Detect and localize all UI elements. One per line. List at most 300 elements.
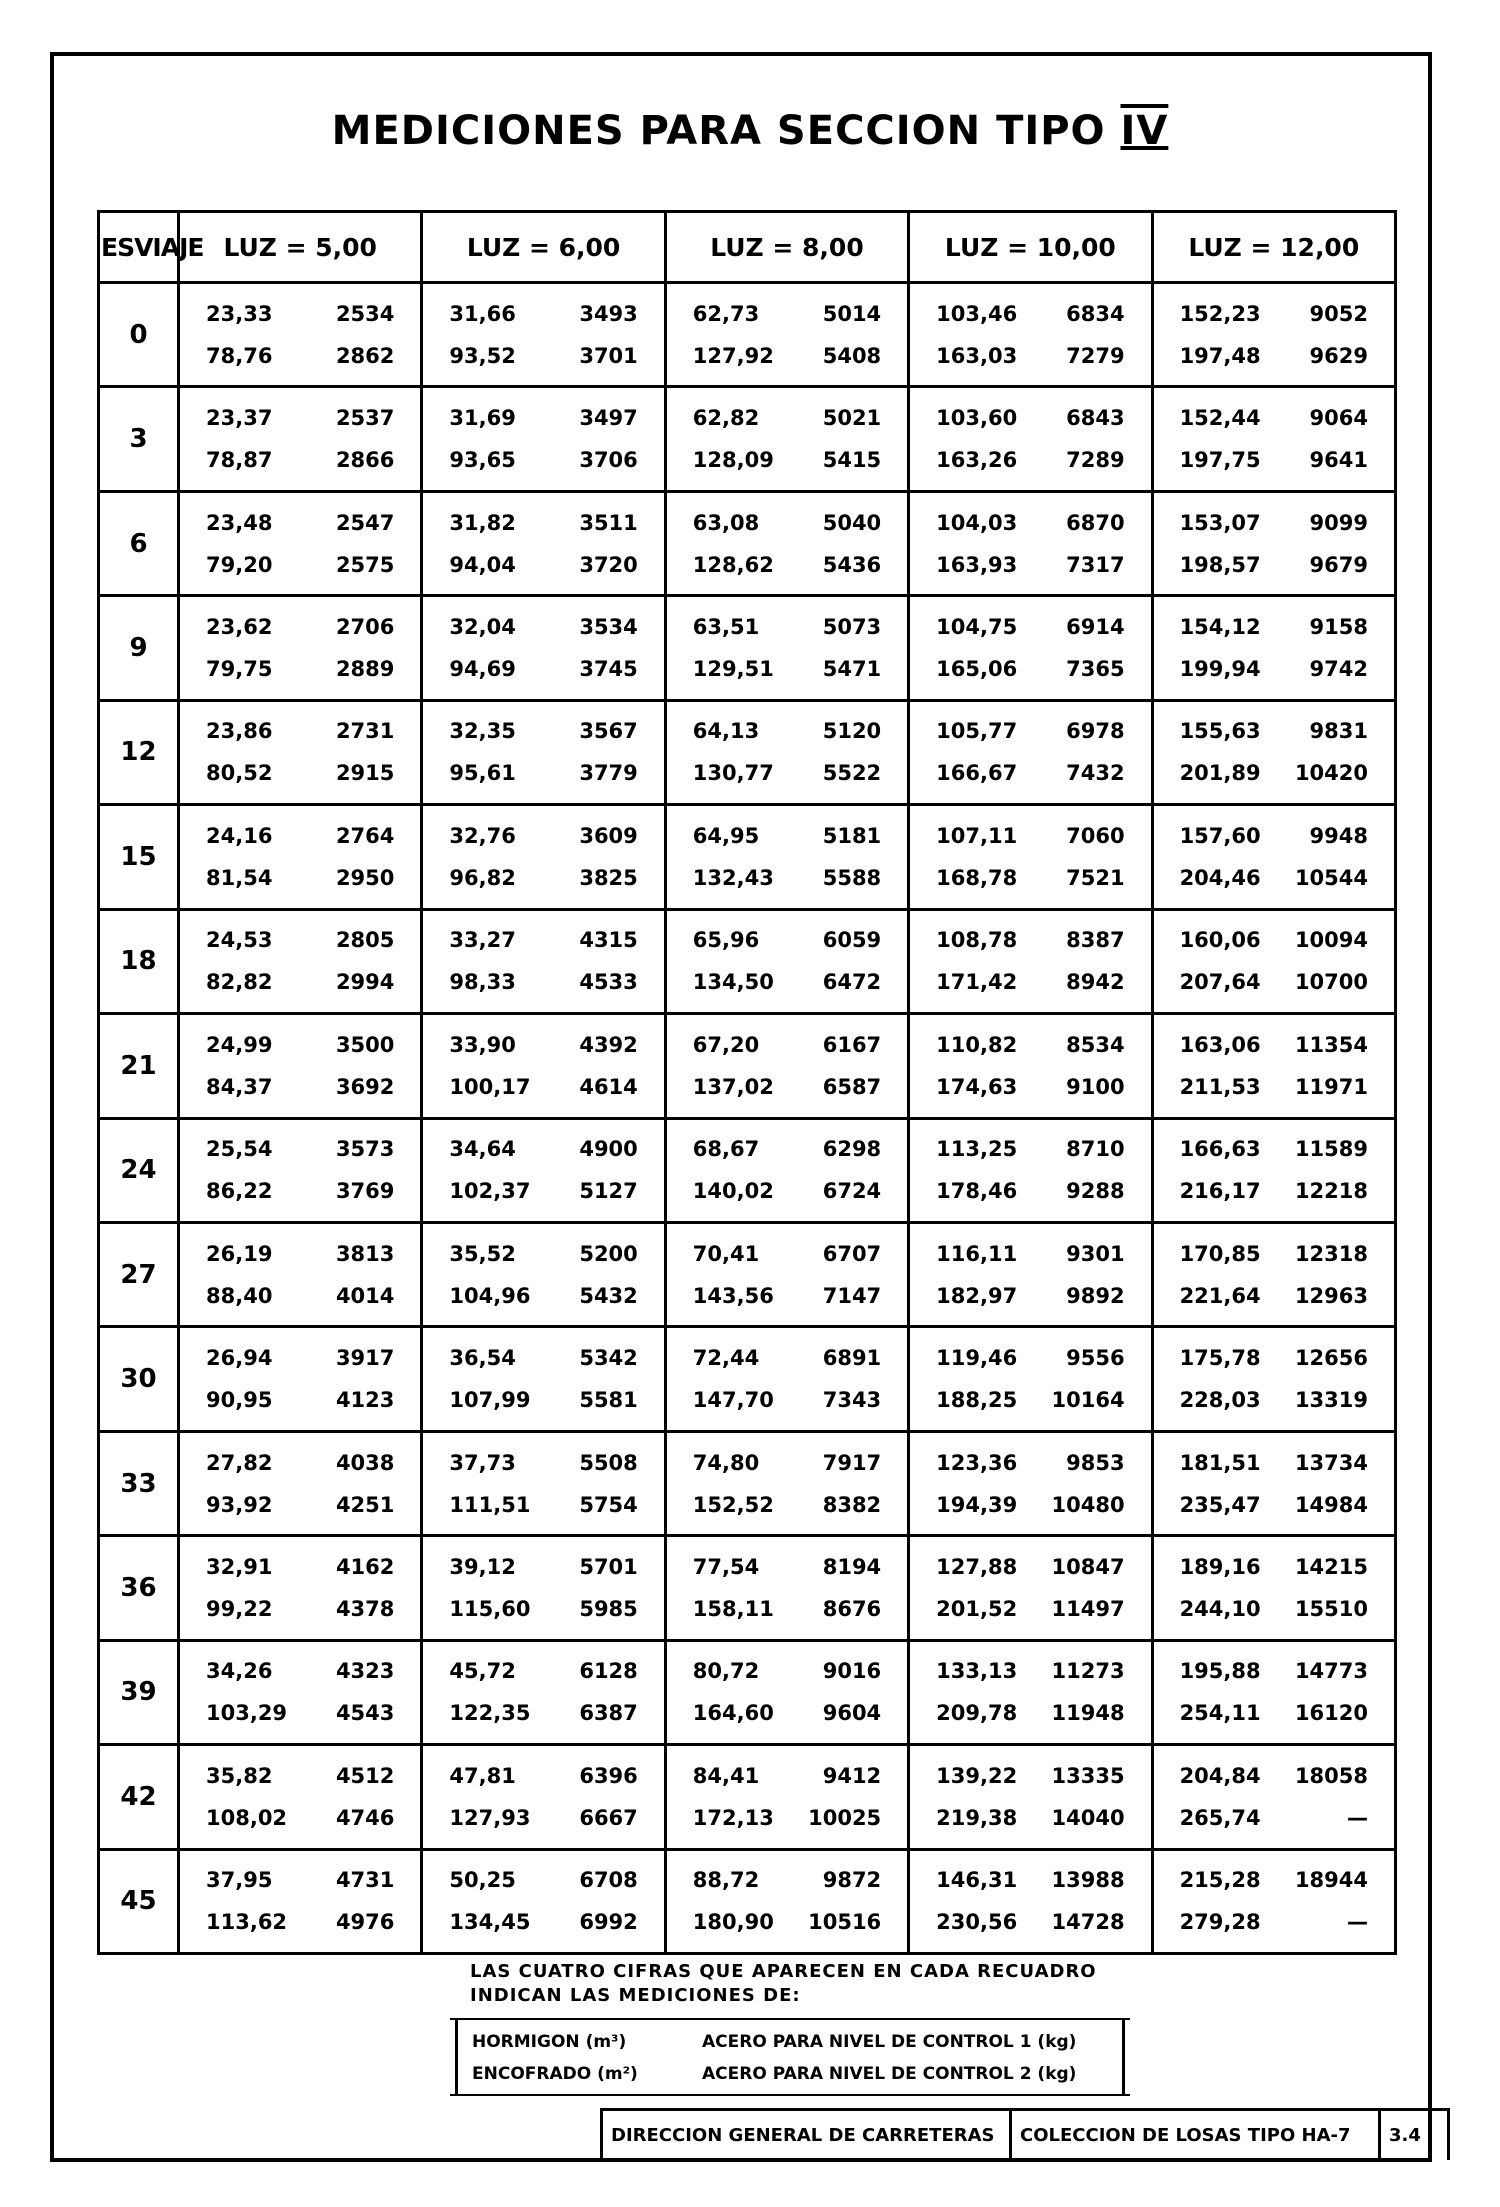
cell-value-steel: — <box>1347 1805 1368 1830</box>
cell-value-volume-area: 160,06 <box>1179 928 1261 953</box>
skew-angle: 15 <box>99 805 179 909</box>
cell-value-steel: 9604 <box>822 1701 882 1726</box>
cell-value-steel: 9556 <box>1066 1346 1125 1371</box>
cell-value-volume-area: 188,25 <box>936 1388 1018 1413</box>
cell-line-formwork-steel2 <box>667 335 907 377</box>
measurement-cell <box>665 1849 908 1953</box>
cell-line-concrete-steel1 <box>423 397 663 439</box>
title-block <box>600 2108 1450 2160</box>
cell-line-concrete-steel1 <box>1154 1337 1394 1379</box>
cell-value-steel: 9948 <box>1309 823 1368 848</box>
cell-line-formwork-steel2 <box>180 1901 420 1943</box>
measurement-cell <box>422 596 665 700</box>
cell-value-volume-area: 134,50 <box>692 970 774 995</box>
cell-line-concrete-steel1 <box>910 1650 1150 1692</box>
cell-line-concrete-steel1 <box>667 397 907 439</box>
cell-value-volume-area: 163,26 <box>936 448 1018 473</box>
cell-value-volume-area: 199,94 <box>1179 657 1261 682</box>
cell-line-concrete-steel1 <box>667 502 907 544</box>
table-row <box>99 491 1396 595</box>
cell-line-formwork-steel2 <box>667 1901 907 1943</box>
cell-line-formwork-steel2 <box>910 1379 1150 1421</box>
cell-value-volume-area: 181,51 <box>1179 1450 1261 1475</box>
cell-value-steel: 5342 <box>579 1346 638 1371</box>
measurement-cell <box>422 1849 665 1953</box>
cell-value-steel: 7343 <box>822 1388 882 1413</box>
skew-angle: 45 <box>99 1849 179 1953</box>
cell-value-steel: 14984 <box>1294 1492 1368 1517</box>
cell-line-formwork-steel2 <box>180 1275 420 1317</box>
column-header-luz: LUZ = 12,00 <box>1152 212 1395 283</box>
measurement-cell <box>665 1222 908 1326</box>
cell-value-volume-area: 158,11 <box>692 1596 774 1621</box>
cell-line-formwork-steel2 <box>423 1901 663 1943</box>
cell-value-volume-area: 215,28 <box>1179 1868 1261 1893</box>
cell-value-volume-area: 32,91 <box>206 1554 273 1579</box>
column-header-luz: LUZ = 5,00 <box>179 212 422 283</box>
measurement-cell <box>179 1222 422 1326</box>
cell-line-formwork-steel2 <box>910 648 1150 690</box>
cell-value-steel: 6843 <box>1066 406 1125 431</box>
cell-line-concrete-steel1 <box>180 606 420 648</box>
measurement-cell <box>179 1327 422 1431</box>
cell-value-volume-area: 116,11 <box>936 1241 1018 1266</box>
cell-line-formwork-steel2 <box>180 648 420 690</box>
measurement-cell <box>909 700 1152 804</box>
cell-line-formwork-steel2 <box>910 1066 1150 1108</box>
cell-value-volume-area: 82,82 <box>206 970 273 995</box>
cell-line-concrete-steel1 <box>910 919 1150 961</box>
cell-line-formwork-steel2 <box>423 1484 663 1526</box>
cell-value-steel: 9052 <box>1309 301 1368 326</box>
cell-value-steel: 4251 <box>335 1492 395 1517</box>
skew-angle: 42 <box>99 1745 179 1849</box>
measurement-cell <box>665 1118 908 1222</box>
cell-value-volume-area: 194,39 <box>936 1492 1018 1517</box>
cell-value-steel: 9629 <box>1309 343 1368 368</box>
cell-line-formwork-steel2 <box>667 648 907 690</box>
cell-value-volume-area: 78,76 <box>206 343 273 368</box>
cell-value-steel: 2547 <box>335 510 395 535</box>
cell-value-steel: 3573 <box>335 1137 395 1162</box>
cell-line-concrete-steel1 <box>667 1024 907 1066</box>
measurement-cell <box>1152 1745 1395 1849</box>
cell-value-steel: 5588 <box>822 865 882 890</box>
cell-value-steel: 16120 <box>1294 1701 1368 1726</box>
cell-line-concrete-steel1 <box>423 1337 663 1379</box>
skew-angle: 0 <box>99 283 179 387</box>
cell-value-volume-area: 24,16 <box>206 823 273 848</box>
cell-line-formwork-steel2 <box>667 1275 907 1317</box>
cell-line-concrete-steel1 <box>180 1546 420 1588</box>
table-row <box>99 805 1396 909</box>
cell-value-steel: 6978 <box>1066 719 1125 744</box>
cell-value-steel: 9892 <box>1066 1283 1125 1308</box>
measurement-cell <box>422 1118 665 1222</box>
skew-angle: 6 <box>99 491 179 595</box>
cell-line-concrete-steel1 <box>910 1442 1150 1484</box>
cell-line-concrete-steel1 <box>1154 397 1394 439</box>
measurement-cell <box>909 1222 1152 1326</box>
cell-value-steel: 5436 <box>822 552 882 577</box>
cell-value-steel: 6891 <box>822 1346 882 1371</box>
cell-value-volume-area: 35,52 <box>449 1241 516 1266</box>
cell-value-volume-area: 93,52 <box>449 343 516 368</box>
cell-value-volume-area: 50,25 <box>449 1868 516 1893</box>
cell-value-volume-area: 37,95 <box>206 1868 273 1893</box>
cell-value-steel: 4014 <box>335 1283 395 1308</box>
cell-value-volume-area: 168,78 <box>936 865 1018 890</box>
cell-value-steel: 3813 <box>335 1241 395 1266</box>
cell-line-formwork-steel2 <box>910 1588 1150 1630</box>
cell-value-steel: 4614 <box>579 1074 638 1099</box>
cell-value-volume-area: 139,22 <box>936 1763 1018 1788</box>
measurement-cell <box>179 1640 422 1744</box>
measurement-cell <box>179 491 422 595</box>
cell-line-formwork-steel2 <box>667 857 907 899</box>
cell-line-concrete-steel1 <box>910 1024 1150 1066</box>
cell-value-volume-area: 104,03 <box>936 510 1018 535</box>
cell-line-concrete-steel1 <box>1154 815 1394 857</box>
cell-line-formwork-steel2 <box>1154 1066 1394 1108</box>
cell-line-formwork-steel2 <box>423 1066 663 1108</box>
measurement-cell <box>422 700 665 804</box>
cell-value-steel: 12963 <box>1294 1283 1368 1308</box>
cell-line-concrete-steel1 <box>180 1024 420 1066</box>
cell-value-steel: 2575 <box>335 552 395 577</box>
page-title <box>0 108 1500 154</box>
cell-line-concrete-steel1 <box>667 815 907 857</box>
legend-row <box>472 2032 1077 2052</box>
cell-value-steel: 14215 <box>1294 1554 1368 1579</box>
measurement-cell <box>179 805 422 909</box>
cell-value-volume-area: 143,56 <box>692 1283 774 1308</box>
cell-value-steel: 8382 <box>822 1492 882 1517</box>
cell-value-steel: 6059 <box>822 928 882 953</box>
cell-line-formwork-steel2 <box>180 961 420 1003</box>
cell-value-volume-area: 207,64 <box>1179 970 1261 995</box>
cell-line-concrete-steel1 <box>180 293 420 335</box>
cell-line-concrete-steel1 <box>667 1650 907 1692</box>
cell-value-volume-area: 34,26 <box>206 1659 273 1684</box>
cell-line-concrete-steel1 <box>423 606 663 648</box>
cell-line-formwork-steel2 <box>910 1484 1150 1526</box>
measurement-cell <box>1152 1222 1395 1326</box>
measurement-cell <box>179 283 422 387</box>
cell-value-volume-area: 219,38 <box>936 1805 1018 1830</box>
cell-value-steel: 9064 <box>1309 406 1368 431</box>
cell-line-concrete-steel1 <box>1154 606 1394 648</box>
cell-value-volume-area: 137,02 <box>692 1074 774 1099</box>
cell-value-volume-area: 84,41 <box>692 1763 760 1788</box>
cell-value-volume-area: 178,46 <box>936 1179 1018 1204</box>
measurement-cell <box>1152 1536 1395 1640</box>
cell-value-volume-area: 23,33 <box>206 301 273 326</box>
cell-value-volume-area: 228,03 <box>1179 1388 1261 1413</box>
cell-value-volume-area: 34,64 <box>449 1137 516 1162</box>
column-header-luz: LUZ = 10,00 <box>909 212 1152 283</box>
measurement-cell <box>665 1536 908 1640</box>
cell-value-steel: 5508 <box>579 1450 638 1475</box>
cell-line-formwork-steel2 <box>1154 1379 1394 1421</box>
cell-line-formwork-steel2 <box>1154 648 1394 690</box>
table-row <box>99 1327 1396 1431</box>
cell-value-steel: 13734 <box>1294 1450 1368 1475</box>
cell-value-steel: 5985 <box>579 1596 638 1621</box>
cell-value-volume-area: 31,69 <box>449 406 516 431</box>
cell-value-volume-area: 152,52 <box>692 1492 774 1517</box>
cell-line-formwork-steel2 <box>1154 1797 1394 1839</box>
table-row <box>99 283 1396 387</box>
cell-value-steel: 5408 <box>822 343 882 368</box>
column-header-luz: LUZ = 8,00 <box>665 212 908 283</box>
cell-line-formwork-steel2 <box>667 439 907 481</box>
cell-value-steel: 13335 <box>1051 1763 1125 1788</box>
cell-line-concrete-steel1 <box>910 1337 1150 1379</box>
cell-value-steel: 8534 <box>1066 1032 1125 1057</box>
cell-value-volume-area: 36,54 <box>449 1346 516 1371</box>
cell-value-steel: 6724 <box>822 1179 882 1204</box>
table-row <box>99 1536 1396 1640</box>
cell-line-formwork-steel2 <box>1154 335 1394 377</box>
cell-line-concrete-steel1 <box>423 1233 663 1275</box>
cell-value-steel: 11948 <box>1051 1701 1125 1726</box>
cell-line-formwork-steel2 <box>667 752 907 794</box>
cell-line-concrete-steel1 <box>667 1337 907 1379</box>
cell-value-volume-area: 201,89 <box>1179 761 1261 786</box>
cell-value-steel: 9853 <box>1066 1450 1125 1475</box>
cell-line-formwork-steel2 <box>910 1797 1150 1839</box>
cell-value-steel: 8710 <box>1066 1137 1125 1162</box>
cell-value-volume-area: 127,92 <box>692 343 774 368</box>
cell-line-formwork-steel2 <box>910 857 1150 899</box>
cell-line-formwork-steel2 <box>667 961 907 1003</box>
cell-line-formwork-steel2 <box>1154 1588 1394 1630</box>
cell-value-volume-area: 104,75 <box>936 615 1018 640</box>
cell-line-formwork-steel2 <box>423 1379 663 1421</box>
cell-value-steel: 12318 <box>1294 1241 1368 1266</box>
measurement-cell <box>179 596 422 700</box>
measurement-cell <box>422 387 665 491</box>
cell-value-volume-area: 23,37 <box>206 406 273 431</box>
cell-line-concrete-steel1 <box>1154 1128 1394 1170</box>
cell-line-concrete-steel1 <box>667 1442 907 1484</box>
cell-value-volume-area: 244,10 <box>1179 1596 1261 1621</box>
cell-value-steel: 9831 <box>1309 719 1368 744</box>
measurement-cell <box>665 909 908 1013</box>
cell-value-volume-area: 33,90 <box>449 1032 516 1057</box>
cell-value-steel: 2534 <box>335 301 395 326</box>
cell-value-steel: 2805 <box>335 928 395 953</box>
cell-value-volume-area: 103,60 <box>936 406 1018 431</box>
cell-line-concrete-steel1 <box>1154 710 1394 752</box>
cell-line-concrete-steel1 <box>667 919 907 961</box>
cell-line-concrete-steel1 <box>910 1233 1150 1275</box>
cell-value-volume-area: 25,54 <box>206 1137 273 1162</box>
cell-value-steel: 14728 <box>1051 1910 1125 1935</box>
cell-line-formwork-steel2 <box>180 1066 420 1108</box>
cell-value-steel: 2862 <box>335 343 395 368</box>
cell-line-formwork-steel2 <box>1154 1275 1394 1317</box>
cell-value-steel: 4315 <box>579 928 638 953</box>
cell-value-steel: 3511 <box>579 510 638 535</box>
measurement-cell <box>179 1118 422 1222</box>
cell-value-steel: 4378 <box>335 1596 395 1621</box>
cell-value-steel: 7432 <box>1066 761 1125 786</box>
cell-value-steel: 8942 <box>1066 970 1125 995</box>
cell-value-steel: 5200 <box>579 1241 638 1266</box>
cell-value-steel: 10516 <box>808 1910 882 1935</box>
cell-value-steel: 6298 <box>822 1137 882 1162</box>
cell-line-concrete-steel1 <box>667 710 907 752</box>
cell-line-concrete-steel1 <box>423 710 663 752</box>
measurement-cell <box>179 1536 422 1640</box>
column-header-skew: ESVIAJE <box>99 212 179 283</box>
measurement-cell <box>422 1327 665 1431</box>
cell-value-steel: 10025 <box>808 1805 882 1830</box>
cell-value-volume-area: 100,17 <box>449 1074 531 1099</box>
cell-line-concrete-steel1 <box>180 1337 420 1379</box>
cell-line-concrete-steel1 <box>1154 1650 1394 1692</box>
cell-value-volume-area: 84,37 <box>206 1074 273 1099</box>
cell-line-concrete-steel1 <box>423 502 663 544</box>
table-row <box>99 1222 1396 1326</box>
column-header-luz: LUZ = 6,00 <box>422 212 665 283</box>
cell-line-concrete-steel1 <box>423 919 663 961</box>
cell-value-volume-area: 204,46 <box>1179 865 1261 890</box>
cell-value-steel: 4543 <box>335 1701 395 1726</box>
cell-value-steel: 7289 <box>1066 448 1125 473</box>
cell-value-volume-area: 102,37 <box>449 1179 531 1204</box>
cell-value-volume-area: 23,86 <box>206 719 273 744</box>
cell-value-steel: 5581 <box>579 1388 638 1413</box>
cell-value-steel: 3825 <box>579 865 638 890</box>
cell-line-formwork-steel2 <box>667 1484 907 1526</box>
measurement-cell <box>179 387 422 491</box>
cell-value-volume-area: 216,17 <box>1179 1179 1261 1204</box>
cell-line-concrete-steel1 <box>1154 502 1394 544</box>
cell-value-steel: 4533 <box>579 970 638 995</box>
cell-line-concrete-steel1 <box>180 1128 420 1170</box>
cell-value-volume-area: 74,80 <box>692 1450 760 1475</box>
cell-value-steel: 9641 <box>1309 448 1368 473</box>
cell-line-concrete-steel1 <box>180 1233 420 1275</box>
cell-value-volume-area: 77,54 <box>692 1554 760 1579</box>
measurement-cell <box>1152 909 1395 1013</box>
measurement-cell <box>1152 283 1395 387</box>
table-row <box>99 700 1396 804</box>
cell-value-steel: 2889 <box>335 657 395 682</box>
cell-line-formwork-steel2 <box>180 544 420 586</box>
cell-line-formwork-steel2 <box>423 544 663 586</box>
cell-line-concrete-steel1 <box>180 710 420 752</box>
cell-value-volume-area: 64,95 <box>692 823 760 848</box>
footer-organization: DIRECCION GENERAL DE CARRETERAS <box>603 2111 1012 2160</box>
cell-value-steel: 7060 <box>1066 823 1125 848</box>
cell-value-volume-area: 127,88 <box>936 1554 1018 1579</box>
measurements-table <box>97 210 1397 1955</box>
cell-value-volume-area: 65,96 <box>692 928 760 953</box>
cell-value-volume-area: 94,69 <box>449 657 516 682</box>
cell-line-formwork-steel2 <box>910 335 1150 377</box>
cell-value-steel: 4323 <box>335 1659 395 1684</box>
cell-value-steel: 2537 <box>335 406 395 431</box>
cell-value-steel: 7365 <box>1066 657 1125 682</box>
cell-value-volume-area: 110,82 <box>936 1032 1018 1057</box>
cell-value-volume-area: 37,73 <box>449 1450 516 1475</box>
cell-line-formwork-steel2 <box>667 1692 907 1734</box>
legend-steel-level-1: ACERO PARA NIVEL DE CONTROL 1 (kg) <box>702 2032 1077 2052</box>
legend-box <box>455 2018 1125 2096</box>
cell-value-volume-area: 32,04 <box>449 615 516 640</box>
measurement-cell <box>665 805 908 909</box>
cell-value-volume-area: 197,75 <box>1179 448 1261 473</box>
cell-value-steel: 9016 <box>822 1659 882 1684</box>
cell-value-steel: 6914 <box>1066 615 1125 640</box>
cell-value-volume-area: 165,06 <box>936 657 1018 682</box>
cell-value-volume-area: 147,70 <box>692 1388 774 1413</box>
cell-value-volume-area: 175,78 <box>1179 1346 1261 1371</box>
measurement-cell <box>665 1014 908 1118</box>
measurement-cell <box>909 387 1152 491</box>
measurement-cell <box>1152 1640 1395 1744</box>
measurement-cell <box>665 387 908 491</box>
table-row <box>99 596 1396 700</box>
cell-value-steel: 7147 <box>822 1283 882 1308</box>
cell-value-steel: 3609 <box>579 823 638 848</box>
cell-value-volume-area: 107,99 <box>449 1388 531 1413</box>
cell-value-volume-area: 95,61 <box>449 761 516 786</box>
legend-formwork: ENCOFRADO (m²) <box>472 2064 638 2084</box>
cell-value-steel: 11589 <box>1294 1137 1368 1162</box>
measurement-cell <box>909 596 1152 700</box>
cell-line-concrete-steel1 <box>423 1755 663 1797</box>
measurement-cell <box>422 1222 665 1326</box>
cell-value-steel: 14773 <box>1294 1659 1368 1684</box>
skew-angle: 27 <box>99 1222 179 1326</box>
cell-line-concrete-steel1 <box>910 606 1150 648</box>
cell-line-formwork-steel2 <box>667 1066 907 1108</box>
cell-line-formwork-steel2 <box>1154 1901 1394 1943</box>
cell-value-steel: 12218 <box>1294 1179 1368 1204</box>
cell-value-volume-area: 24,53 <box>206 928 273 953</box>
cell-line-concrete-steel1 <box>423 1859 663 1901</box>
cell-line-concrete-steel1 <box>423 293 663 335</box>
cell-value-steel: 14040 <box>1051 1805 1125 1830</box>
measurement-cell <box>179 1745 422 1849</box>
cell-value-volume-area: 209,78 <box>936 1701 1018 1726</box>
measurement-cell <box>665 596 908 700</box>
measurement-cell <box>665 1431 908 1535</box>
measurement-cell <box>665 1745 908 1849</box>
cell-value-steel: 3706 <box>579 448 638 473</box>
cell-value-steel: 2731 <box>335 719 395 744</box>
footer-sheet-number: 3.4 <box>1389 2125 1421 2146</box>
cell-line-formwork-steel2 <box>910 439 1150 481</box>
cell-value-volume-area: 80,52 <box>206 761 273 786</box>
cell-value-steel: 9301 <box>1066 1241 1125 1266</box>
cell-value-volume-area: 27,82 <box>206 1450 273 1475</box>
cell-value-steel: 2706 <box>335 615 395 640</box>
cell-value-steel: 8387 <box>1066 928 1125 953</box>
cell-value-steel: 4746 <box>335 1805 395 1830</box>
measurement-cell <box>909 1118 1152 1222</box>
measurement-cell <box>422 1640 665 1744</box>
cell-value-steel: 6128 <box>579 1659 638 1684</box>
cell-value-steel: 10164 <box>1051 1388 1125 1413</box>
measurement-cell <box>1152 1014 1395 1118</box>
cell-value-volume-area: 119,46 <box>936 1346 1018 1371</box>
